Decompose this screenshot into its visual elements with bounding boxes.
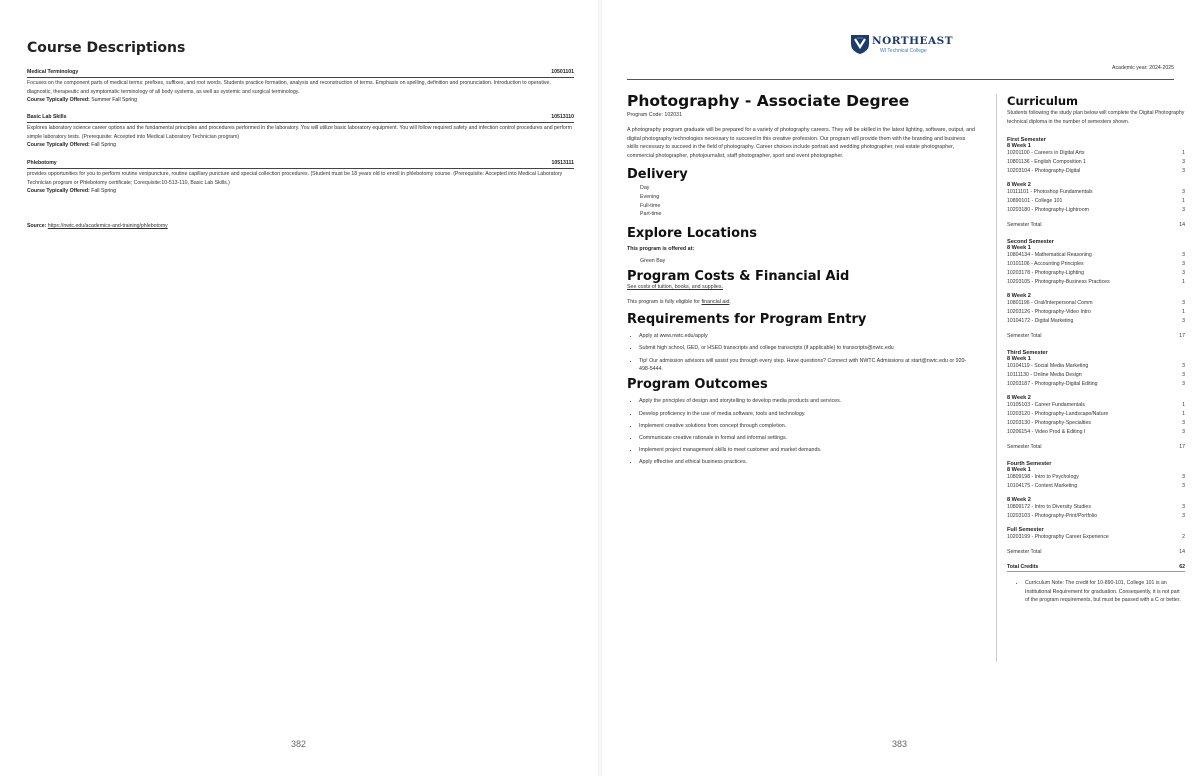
course-title: 10111101 - Photoshop Fundamentals [1007,189,1093,196]
course-title: 10804134 - Mathematical Reasoning [1007,252,1092,259]
course-credits: 3 [1182,252,1185,259]
semester-block [1007,350,1185,450]
semester-block [1007,239,1185,339]
aid-text: This program is fully eligible for [627,298,701,305]
course-title: 10203126 - Photography-Video Intro [1007,309,1091,316]
requirement-item: • Submit high school, GED, or HSED transcripts and college transcripts (if applicable) to transcripts@nwtc.edu [639,344,969,353]
course-header [27,113,574,123]
course-title: 10104175 - Content Marketing [1007,483,1078,490]
course-credits: 3 [1182,168,1185,175]
logo-subtitle: WI Technical College [880,48,927,54]
course-credits: 1 [1182,150,1185,157]
locations-heading: Explore Locations [627,226,757,242]
course-credits: 3 [1182,300,1185,307]
semester-title: Third Semester [1007,350,1048,357]
course-credits: 3 [1182,483,1185,490]
semester-total-value: 14 [1179,549,1185,556]
college-logo [850,33,960,57]
source-link[interactable]: https://nwtc.edu/academics-and-training/phlebotomy [47,223,168,229]
course-row [1007,251,1185,260]
curriculum-note-text: • Curriculum Note: The credit for 10-890-101, College 101 is an Institutional Requirement for graduation. Consequently, it is not part of the program requirements, but must be passed with a C or better. [1025,579,1185,604]
semester-total-row [1007,222,1185,228]
aid-line [627,298,977,307]
course-title: 10203130 - Photography-Specialties [1007,420,1091,427]
course-row [1007,188,1185,197]
course-title: 10203120 - Photography-Landscape/Nature [1007,411,1109,418]
course-credits: 1 [1182,411,1185,418]
course-name: Basic Lab Skills [27,114,67,120]
course-row [1007,410,1185,419]
course-credits: 2 [1182,534,1185,541]
delivery-item: Part-time [640,211,662,218]
course-credits: 3 [1182,513,1185,520]
course-entry [27,68,574,105]
course-title: 10104172 - Digital Marketing [1007,318,1074,325]
course-title: 10105103 - Career Fundamentals [1007,402,1085,409]
costs-heading: Program Costs & Financial Aid [627,268,850,284]
delivery-item: Day [640,184,650,191]
course-title: 10104119 - Social Media Marketing [1007,363,1089,370]
week-title: 8 Week 2 [1007,293,1031,300]
source-line [27,223,168,229]
academic-year: Academic year: 2024-2025 [1112,65,1174,71]
offered-label: Course Typically Offered: [27,97,90,104]
course-offered [27,187,574,196]
page-title: Course Descriptions [27,40,186,56]
course-name: Medical Terminology [27,69,79,75]
course-title: 10809198 - Intro to Psychology [1007,474,1079,481]
course-title: 10203105 - Photography-Business Practices [1007,279,1110,286]
offered-terms: Summer Fall Spring [91,97,138,104]
course-row [1007,428,1185,437]
course-credits: 3 [1182,318,1185,325]
course-row [1007,362,1185,371]
curriculum-note [1007,579,1185,604]
course-credits: 3 [1182,207,1185,214]
course-title: 10203199 - Photography Career Experience [1007,534,1109,541]
course-header [27,159,574,169]
week-title: 8 Week 2 [1007,395,1031,402]
semester-total-row [1007,549,1185,555]
financial-aid-link[interactable]: financial aid [701,298,730,305]
course-row [1007,158,1185,167]
outcome-item: • Apply the principles of design and storytelling to develop media products and services. [639,397,977,406]
course-row [1007,533,1185,542]
course-row [1007,299,1185,308]
week-title: 8 Week 1 [1007,143,1031,150]
semester-title: First Semester [1007,137,1046,144]
course-row [1007,512,1185,521]
course-row [1007,278,1185,287]
course-offered [27,96,574,105]
total-credits-value: 62 [1179,564,1185,571]
outcome-item: • Apply effective and ethical business practices. [639,458,977,467]
course-credits: 1 [1182,402,1185,409]
course-credits: 3 [1182,372,1185,379]
course-row [1007,149,1185,158]
curriculum-heading: Curriculum [1007,94,1079,108]
semester-total-label: Semester Total [1007,549,1042,556]
course-credits: 1 [1182,279,1185,286]
course-row [1007,401,1185,410]
course-row [1007,317,1185,326]
course-row [1007,167,1185,176]
course-title: 10203103 - Photography-Print/Portfolio [1007,513,1097,520]
semester-block [1007,461,1185,555]
course-credits: 3 [1182,189,1185,196]
program-intro: A photography program graduate will be prepared for a variety of photography careers. They will be skilled in the latest lighting, software, output, and digital photography technologies necessary to succeed in this creative profession. Our program will provide them with the branding and business skills necessary to succeed in the field of photography. Career choices include portrait and wedding photographer, real estate photographer, commercial photographer, photojournalist, staff photographer, sport and event photographer. [627,126,975,160]
course-credits: 3 [1182,159,1185,166]
outcomes-list [627,397,977,466]
delivery-heading: Delivery [627,166,688,182]
semester-total-value: 14 [1179,222,1185,229]
semester-block [1007,137,1185,228]
requirement-item: • Apply at www.nwtc.edu/apply [639,332,969,341]
course-name: Phlebotomy [27,160,57,166]
course-row [1007,380,1185,389]
course-row [1007,473,1185,482]
outcome-item: • Implement creative solutions from concept through completion. [639,422,977,431]
logo-name: NORTHEAST [872,35,954,47]
course-entry [27,113,574,150]
semester-total-label: Semester Total [1007,222,1042,229]
course-offered [27,141,574,150]
offered-terms: Fall Spring [91,142,116,149]
offered-label: Course Typically Offered: [27,188,90,195]
program-code: Program Code: 102031 [627,112,683,118]
course-title: 10809172 - Intro to Diversity Studies [1007,504,1091,511]
course-title: 10201100 - Careers in Digital Arts [1007,150,1085,157]
program-main [627,92,977,470]
semester-total-label: Semester Total [1007,333,1042,340]
semester-total-row [1007,444,1185,450]
week-title: Full Semester [1007,527,1044,534]
course-row [1007,308,1185,317]
offered-label: Course Typically Offered: [27,142,90,149]
semester-title: Second Semester [1007,239,1054,246]
shield-icon [850,33,870,55]
curriculum-panel [996,94,1185,662]
costs-link[interactable]: See costs of tuition, books, and supplies. [627,283,723,290]
outcomes-heading: Program Outcomes [627,377,768,393]
requirement-item: • Tip! Our admission advisors will assist you through every step. Have questions? Connect with NWTC Admissions at start@nwtc.edu or 920-498-5444. [639,357,969,375]
course-row [1007,482,1185,491]
course-code: 10501101 [551,69,574,75]
semester-list [1007,137,1185,555]
outcome-item: • Develop proficiency in the use of media software, tools and technology. [639,410,977,419]
course-title: 10203178 - Photography-Lighting [1007,270,1085,277]
semester-total-row [1007,333,1185,339]
course-credits: 3 [1182,504,1185,511]
week-title: 8 Week 2 [1007,182,1031,189]
semester-title: Fourth Semester [1007,461,1052,468]
course-description: provides opportunities for you to perform routine venipuncture, routine capillary puncture and special collection procedures. (Student must be 18 years old to enroll in phlebotomy course. (Prerequisite: Accepted into Medical Laboratory Technician program or Phlebotomy certificate; Corequisite:10-513-110, Basic Lab Skills.) [27,170,563,186]
course-credits: 3 [1182,429,1185,436]
course-title: 10801136 - English Composition 1 [1007,159,1086,166]
location-item: Green Bay [640,257,666,264]
course-row [1007,260,1185,269]
course-title: 10203180 - Photography-Lightroom [1007,207,1089,214]
course-credits: 3 [1182,474,1185,481]
delivery-item: Evening [640,193,660,200]
course-description: Focuses on the component parts of medical terms: prefixes, suffixes, and root words. Students practice formation, analysis and reconstruction of terms. Emphasis on spelling, definition and pronunciation. Introduction to operative, diagnostic, therapeutic and symptomatic terminology of all body systems, as well as systemic and surgical terminology. [27,79,551,95]
semester-total-label: Semester Total [1007,444,1042,451]
header-rule [627,79,1174,80]
requirements-list [627,332,969,374]
course-credits: 3 [1182,363,1185,370]
semester-total-value: 17 [1179,333,1185,340]
course-credits: 3 [1182,270,1185,277]
course-header [27,68,574,78]
course-description: Explores laboratory science career options and the fundamental principles and procedures performed in the laboratory. You will utilize basic laboratory equipment. You will follow required safety and infection control procedures and perform simple laboratory tests. (Prerequisite: Accepted into Medical Laboratory Technician program) [27,124,572,140]
outcome-item: • Implement project management skills to meet customer and market demands. [639,446,977,455]
course-title: 10203104 - Photography-Digital [1007,168,1081,175]
course-code: 10513110 [551,114,574,120]
semester-total-value: 17 [1179,444,1185,451]
course-title: 10890101 - College 101 [1007,198,1063,205]
course-credits: 1 [1182,198,1185,205]
course-code: 10513111 [551,160,574,166]
course-entry [27,159,574,196]
page-number: 383 [892,739,908,749]
course-title: 10101106 - Accounting Principles [1007,261,1084,268]
course-credits: 1 [1182,309,1185,316]
total-credits-label: Total Credits [1007,564,1039,571]
course-title: 10203187 - Photography-Digital Editing [1007,381,1098,388]
week-title: 8 Week 2 [1007,497,1031,504]
course-row [1007,206,1185,215]
week-title: 8 Week 1 [1007,245,1031,252]
program-title: Photography - Associate Degree [627,92,910,110]
offered-terms: Fall Spring [91,188,116,195]
course-title: 10801196 - Oral/Interpersonal Comm [1007,300,1093,307]
course-row [1007,371,1185,380]
course-row [1007,197,1185,206]
course-row [1007,419,1185,428]
course-credits: 3 [1182,381,1185,388]
delivery-list [627,184,977,219]
course-row [1007,269,1185,278]
course-row [1007,503,1185,512]
delivery-item: Full-time [640,202,661,209]
total-credits-row [1007,564,1185,572]
locations-offered: This program is offered at: [627,246,695,253]
course-credits: 3 [1182,420,1185,427]
requirements-heading: Requirements for Program Entry [627,312,867,328]
week-title: 8 Week 1 [1007,356,1031,363]
page-number: 382 [291,739,307,749]
week-title: 8 Week 1 [1007,467,1031,474]
course-title: 10111130 - Online Media Design [1007,372,1082,379]
aid-end: . [729,298,731,305]
curriculum-intro: Students following the study plan below will complete the Digital Photography technical diploma in the number of semesters shown. [1007,110,1185,125]
outcome-item: • Communicate creative rationale in formal and informal settings. [639,434,977,443]
course-title: 10206154 - Video Prod & Editing I [1007,429,1086,436]
course-credits: 3 [1182,261,1185,268]
source-label: Source: [27,223,47,229]
